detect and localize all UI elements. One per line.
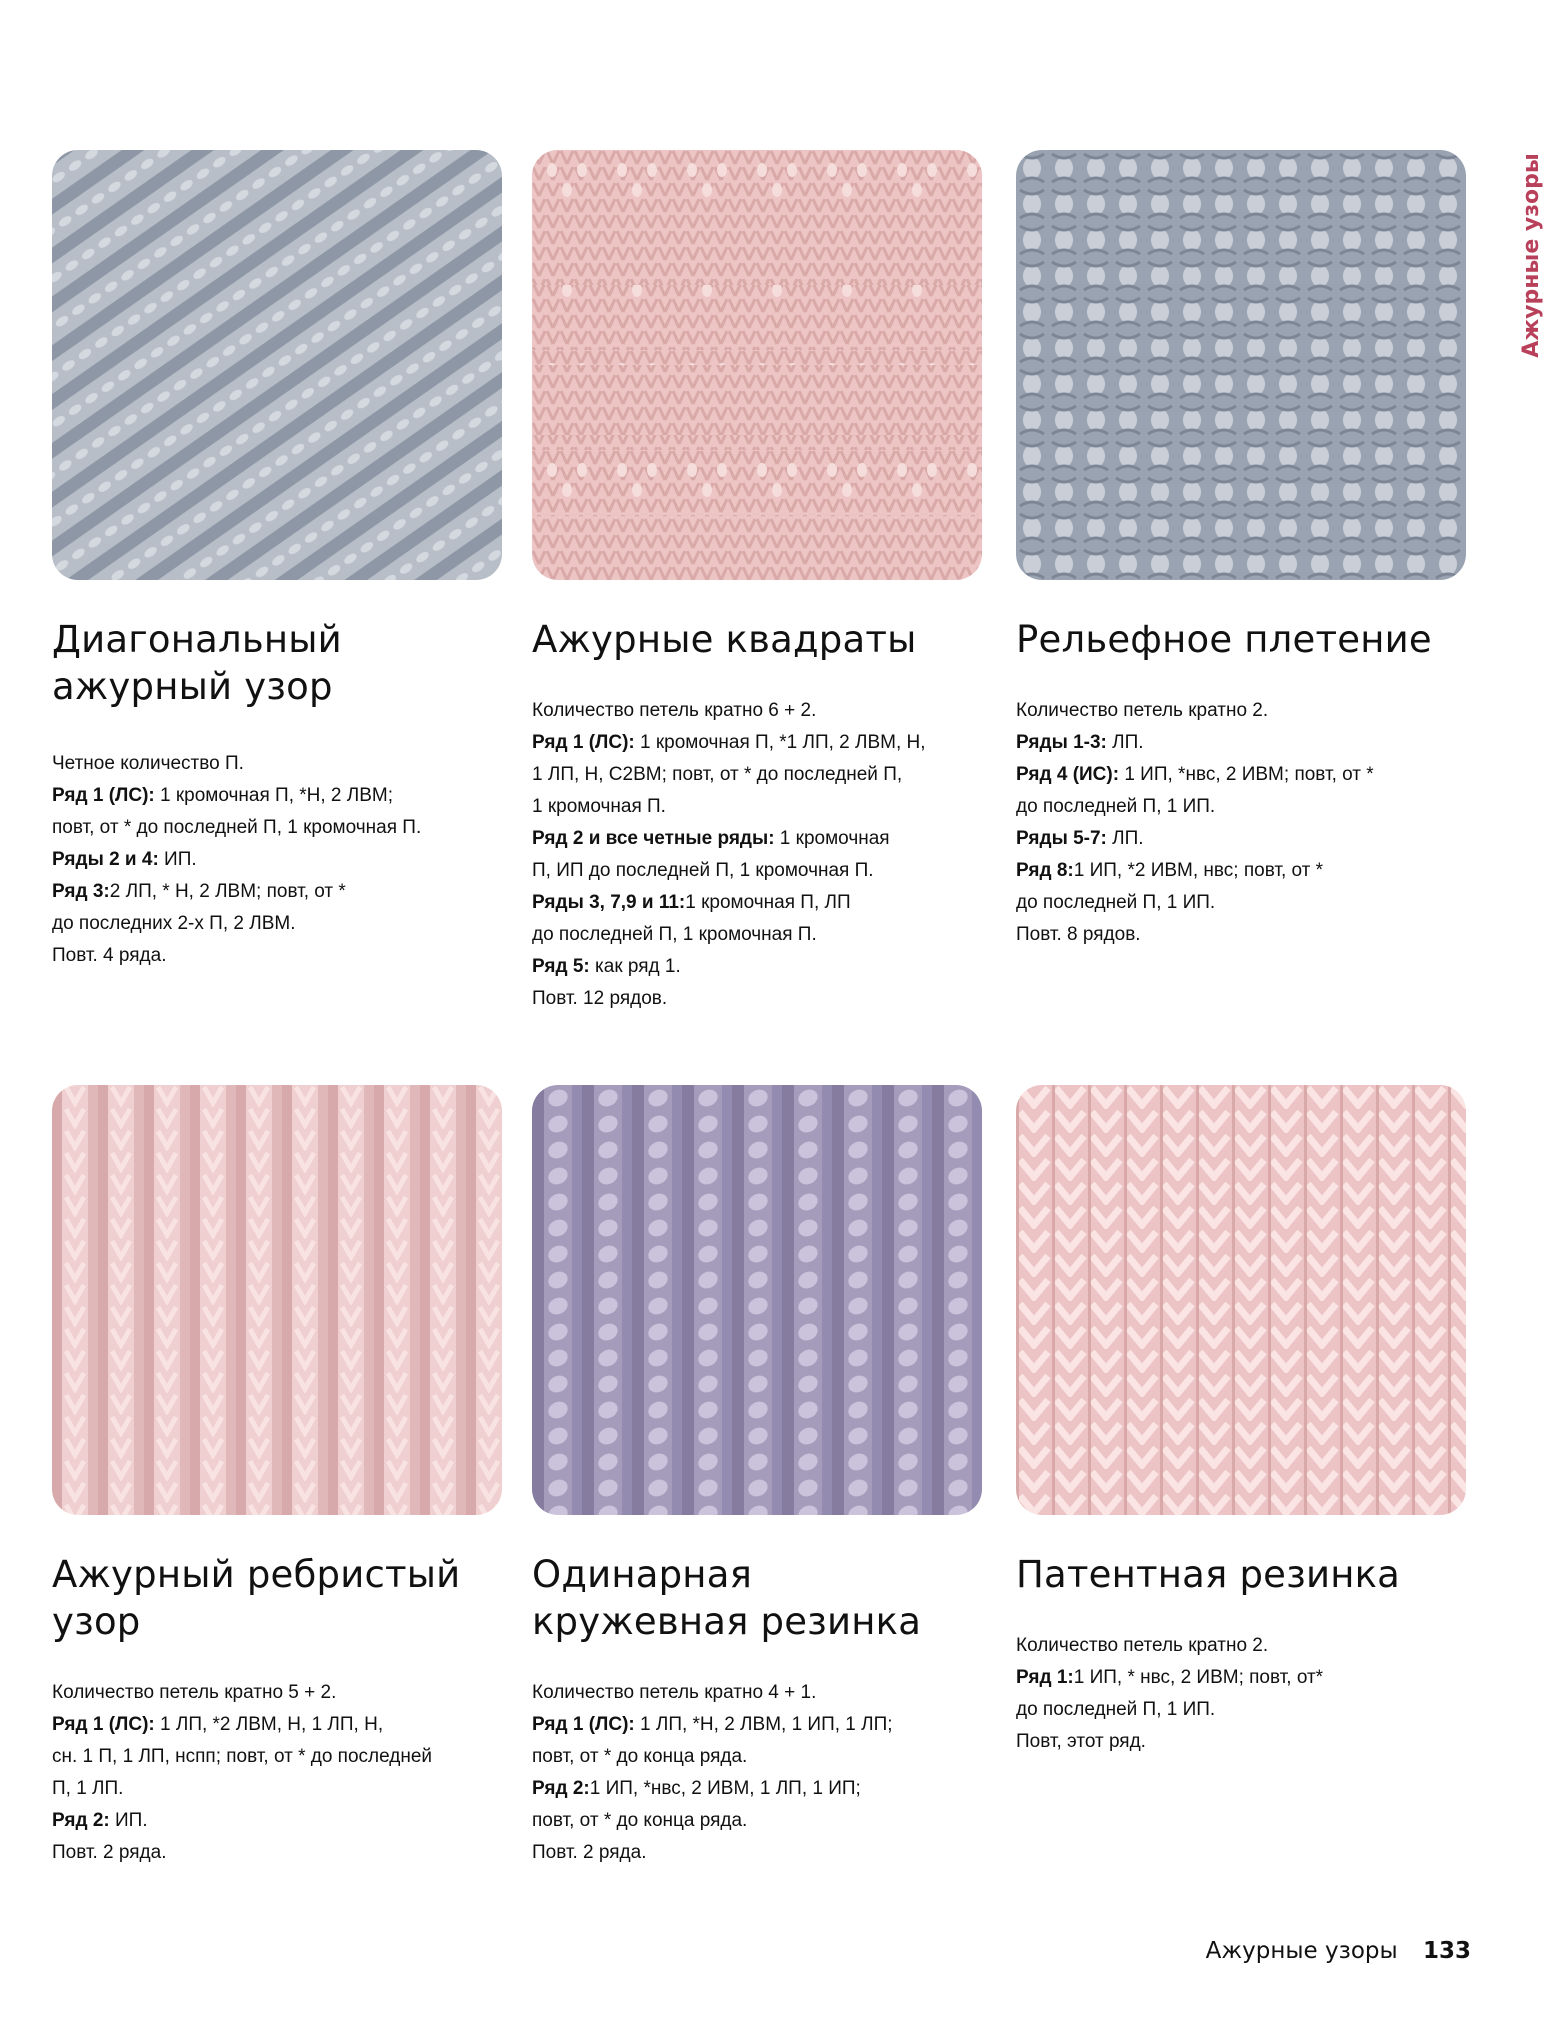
page-number: 133 <box>1422 1938 1471 1964</box>
instruction-line: Повт. 12 рядов. <box>532 988 668 1009</box>
pattern-title: Одинарная кружевная резинка <box>532 1553 922 1643</box>
pattern-title: Рельефное плетение <box>1016 618 1432 661</box>
instruction-line: до последней П, 1 кромочная П. <box>532 924 817 945</box>
instruction-line: Ряд 3:2 ЛП, * Н, 2 ЛВМ; повт, от * <box>52 881 346 902</box>
instruction-line: повт, от * до конца ряда. <box>532 1746 748 1767</box>
swatch-image-squares <box>532 150 982 580</box>
instruction-line: сн. 1 П, 1 ЛП, нспп; повт, от * до последней <box>52 1746 433 1767</box>
instruction-line: Количество петель кратно 6 + 2. <box>532 700 817 721</box>
instruction-line: Повт. 4 ряда. <box>52 945 167 966</box>
swatch-image-lace-rib <box>532 1085 982 1515</box>
instruction-line: Повт, этот ряд. <box>1016 1731 1146 1752</box>
pattern-title: Диагональный ажурный узор <box>52 618 342 708</box>
pattern-instructions <box>1016 1630 1466 1758</box>
instruction-line: до последней П, 1 ИП. <box>1016 892 1216 913</box>
pattern-instructions <box>532 695 982 1015</box>
pattern-card-ribbed <box>52 1085 502 1869</box>
instruction-line: Ряд 8:1 ИП, *2 ИВМ, нвс; повт, от * <box>1016 860 1324 881</box>
instruction-line: Ряд 5: как ряд 1. <box>532 956 681 977</box>
swatch-image-diagonal <box>52 150 502 580</box>
instruction-line: П, ИП до последней П, 1 кромочная П. <box>532 860 874 881</box>
instruction-line: до последней П, 1 ИП. <box>1016 796 1216 817</box>
footer-section-title: Ажурные узоры <box>1205 1938 1398 1964</box>
instruction-line: Повт. 8 рядов. <box>1016 924 1141 945</box>
instruction-line: Ряд 4 (ИС): 1 ИП, *нвс, 2 ИВМ; повт, от * <box>1016 764 1374 785</box>
pattern-title: Ажурные квадраты <box>532 618 917 661</box>
instruction-line: Четное количество П. <box>52 753 244 774</box>
swatch-image-relief <box>1016 150 1466 580</box>
side-section-tab <box>1511 150 1551 360</box>
instruction-line: Ряд 1:1 ИП, * нвс, 2 ИВМ; повт, от* <box>1016 1667 1324 1688</box>
instruction-line: Количество петель кратно 4 + 1. <box>532 1682 817 1703</box>
instruction-line: Ряды 1-3: ЛП. <box>1016 732 1144 753</box>
instruction-line: до последней П, 1 ИП. <box>1016 1699 1216 1720</box>
instruction-line: Повт. 2 ряда. <box>52 1842 167 1863</box>
pattern-instructions <box>52 1677 502 1869</box>
pattern-instructions <box>1016 695 1466 951</box>
instruction-line: до последних 2-х П, 2 ЛВМ. <box>52 913 296 934</box>
instruction-line: Количество петель кратно 2. <box>1016 1635 1269 1656</box>
instruction-line: 1 ЛП, Н, С2ВМ; повт, от * до последней П, <box>532 764 903 785</box>
pattern-instructions <box>52 748 502 972</box>
pattern-card-lace-rib <box>532 1085 982 1869</box>
pattern-title: Патентная резинка <box>1016 1553 1401 1596</box>
instruction-line: повт, от * до конца ряда. <box>532 1810 748 1831</box>
instruction-line: Ряд 1 (ЛС): 1 ЛП, *2 ЛВМ, Н, 1 ЛП, Н, <box>52 1714 384 1735</box>
pattern-card-diagonal <box>52 150 502 972</box>
swatch-image-patent-rib <box>1016 1085 1466 1515</box>
instruction-line: Количество петель кратно 5 + 2. <box>52 1682 337 1703</box>
instruction-line: Ряд 2 и все четные ряды: 1 кромочная <box>532 828 890 849</box>
instruction-line: Ряд 2: ИП. <box>52 1810 148 1831</box>
instruction-line: П, 1 ЛП. <box>52 1778 124 1799</box>
pattern-title: Ажурный ребристый узор <box>52 1553 461 1643</box>
instruction-line: Ряд 1 (ЛС): 1 кромочная П, *1 ЛП, 2 ЛВМ, Н, <box>532 732 926 753</box>
pattern-instructions <box>532 1677 982 1869</box>
instruction-line: 1 кромочная П. <box>532 796 666 817</box>
instruction-line: Повт. 2 ряда. <box>532 1842 647 1863</box>
side-section-label: Ажурные узоры <box>1518 152 1544 358</box>
instruction-line: Ряд 2:1 ИП, *нвс, 2 ИВМ, 1 ЛП, 1 ИП; <box>532 1778 861 1799</box>
page-footer <box>1206 1938 1471 1964</box>
swatch-image-ribbed <box>52 1085 502 1515</box>
instruction-line: Ряд 1 (ЛС): 1 кромочная П, *Н, 2 ЛВМ; <box>52 785 394 806</box>
instruction-line: Ряды 5-7: ЛП. <box>1016 828 1144 849</box>
pattern-card-squares <box>532 150 982 1015</box>
instruction-line: Количество петель кратно 2. <box>1016 700 1269 721</box>
pattern-card-relief <box>1016 150 1466 951</box>
pattern-card-patent-rib <box>1016 1085 1466 1758</box>
instruction-line: повт, от * до последней П, 1 кромочная П. <box>52 817 422 838</box>
instruction-line: Ряд 1 (ЛС): 1 ЛП, *Н, 2 ЛВМ, 1 ИП, 1 ЛП; <box>532 1714 893 1735</box>
instruction-line: Ряды 3, 7,9 и 11:1 кромочная П, ЛП <box>532 892 851 913</box>
instruction-line: Ряды 2 и 4: ИП. <box>52 849 197 870</box>
